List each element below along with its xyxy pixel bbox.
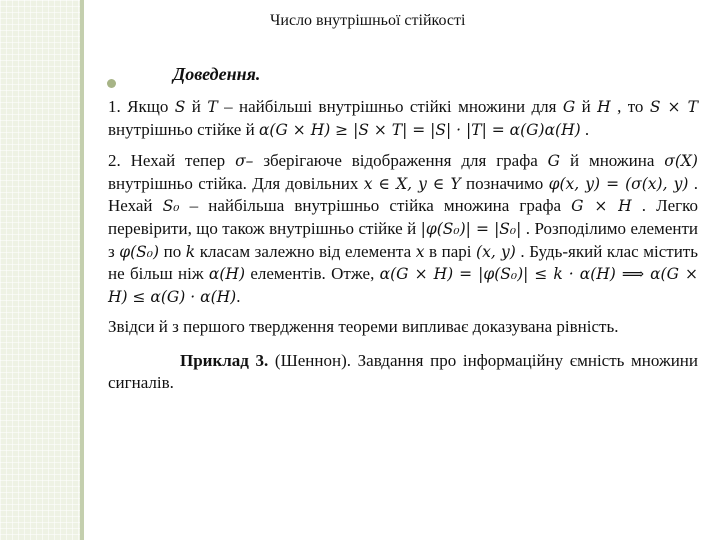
math-T: T (207, 98, 218, 116)
math-inequality-2: α(G × H) = |φ(S₀)| ≤ k · α(H) ⟹ α(G × H) ≤ α(G) · α(H) (108, 265, 698, 306)
math-inequality-1: α(G × H) ≥ |S × T| = |S| · |T| = α(G)α(H) (258, 120, 581, 139)
math-x: x (415, 242, 425, 261)
math-k: k (185, 242, 196, 261)
math-G-2: G (547, 152, 561, 171)
paragraph-2: 2. Нехай тепер σ– зберігаюче відображення для графа G й множина σ(X) внутрішньо стійка. Для довільних x ∈ X, y ∈ Y позначимо φ(x, y) = (σ(x), y) . Нехай S₀ – найбільша внутрішньо стійка множина графа G × H . Легко перевірити, що також внутрішньо стійке й |φ(S₀)| = |S₀| . Розподілимо елементи з φ(S₀) по k класам залежно від елемента x в парі (x, y) . Будь-який клас містить не більш ніж α(H) елементів. Отже, α(G × H) = |φ(S₀)| ≤ k · α(H) ⟹ α(G × H) ≤ α(G) · α(H). (108, 151, 699, 306)
bullet-icon (107, 79, 116, 88)
math-sigma: σ– (235, 152, 254, 171)
math-phi-equality: |φ(S₀)| = |S₀| (420, 219, 522, 238)
slide-title: Число внутрішньої стійкості (270, 12, 466, 29)
proof-heading: Доведення. (173, 64, 261, 84)
math-phi-definition: φ(x, y) = (σ(x), y) (548, 174, 689, 193)
example-label: Приклад 3. (180, 350, 269, 370)
math-S: S (174, 98, 186, 116)
math-G: G (562, 98, 576, 116)
slide-body (108, 96, 698, 393)
math-S0: S₀ (162, 197, 180, 216)
paragraph-3: Звідси й з першого твердження теореми випливає доказувана рівність. (108, 317, 619, 337)
math-GxH: G × H (571, 197, 632, 216)
math-H: H (597, 98, 611, 116)
paragraph-4: Приклад 3. (Шеннон). Завдання про інформаційну ємність множини сигналів. (108, 350, 699, 392)
math-alpha-H: α(H) (208, 265, 246, 284)
math-xy-membership: x ∈ X, y ∈ Y (363, 174, 461, 193)
math-SxT: S × T (649, 98, 698, 116)
math-phi-S0: φ(S₀) (119, 242, 160, 261)
paragraph-1: 1. Якщо S й T – найбільші внутрішньо стійкі множини для G й H , то S × T внутрішньо стійке й α(G × H) ≥ |S × T| = |S| · |T| = α(G)α(H) . (108, 97, 698, 139)
math-sigma-X: σ(X) (664, 152, 698, 171)
decorative-sidebar (0, 0, 80, 540)
sidebar-divider (80, 0, 84, 540)
math-pair: (x, y) (476, 242, 516, 261)
